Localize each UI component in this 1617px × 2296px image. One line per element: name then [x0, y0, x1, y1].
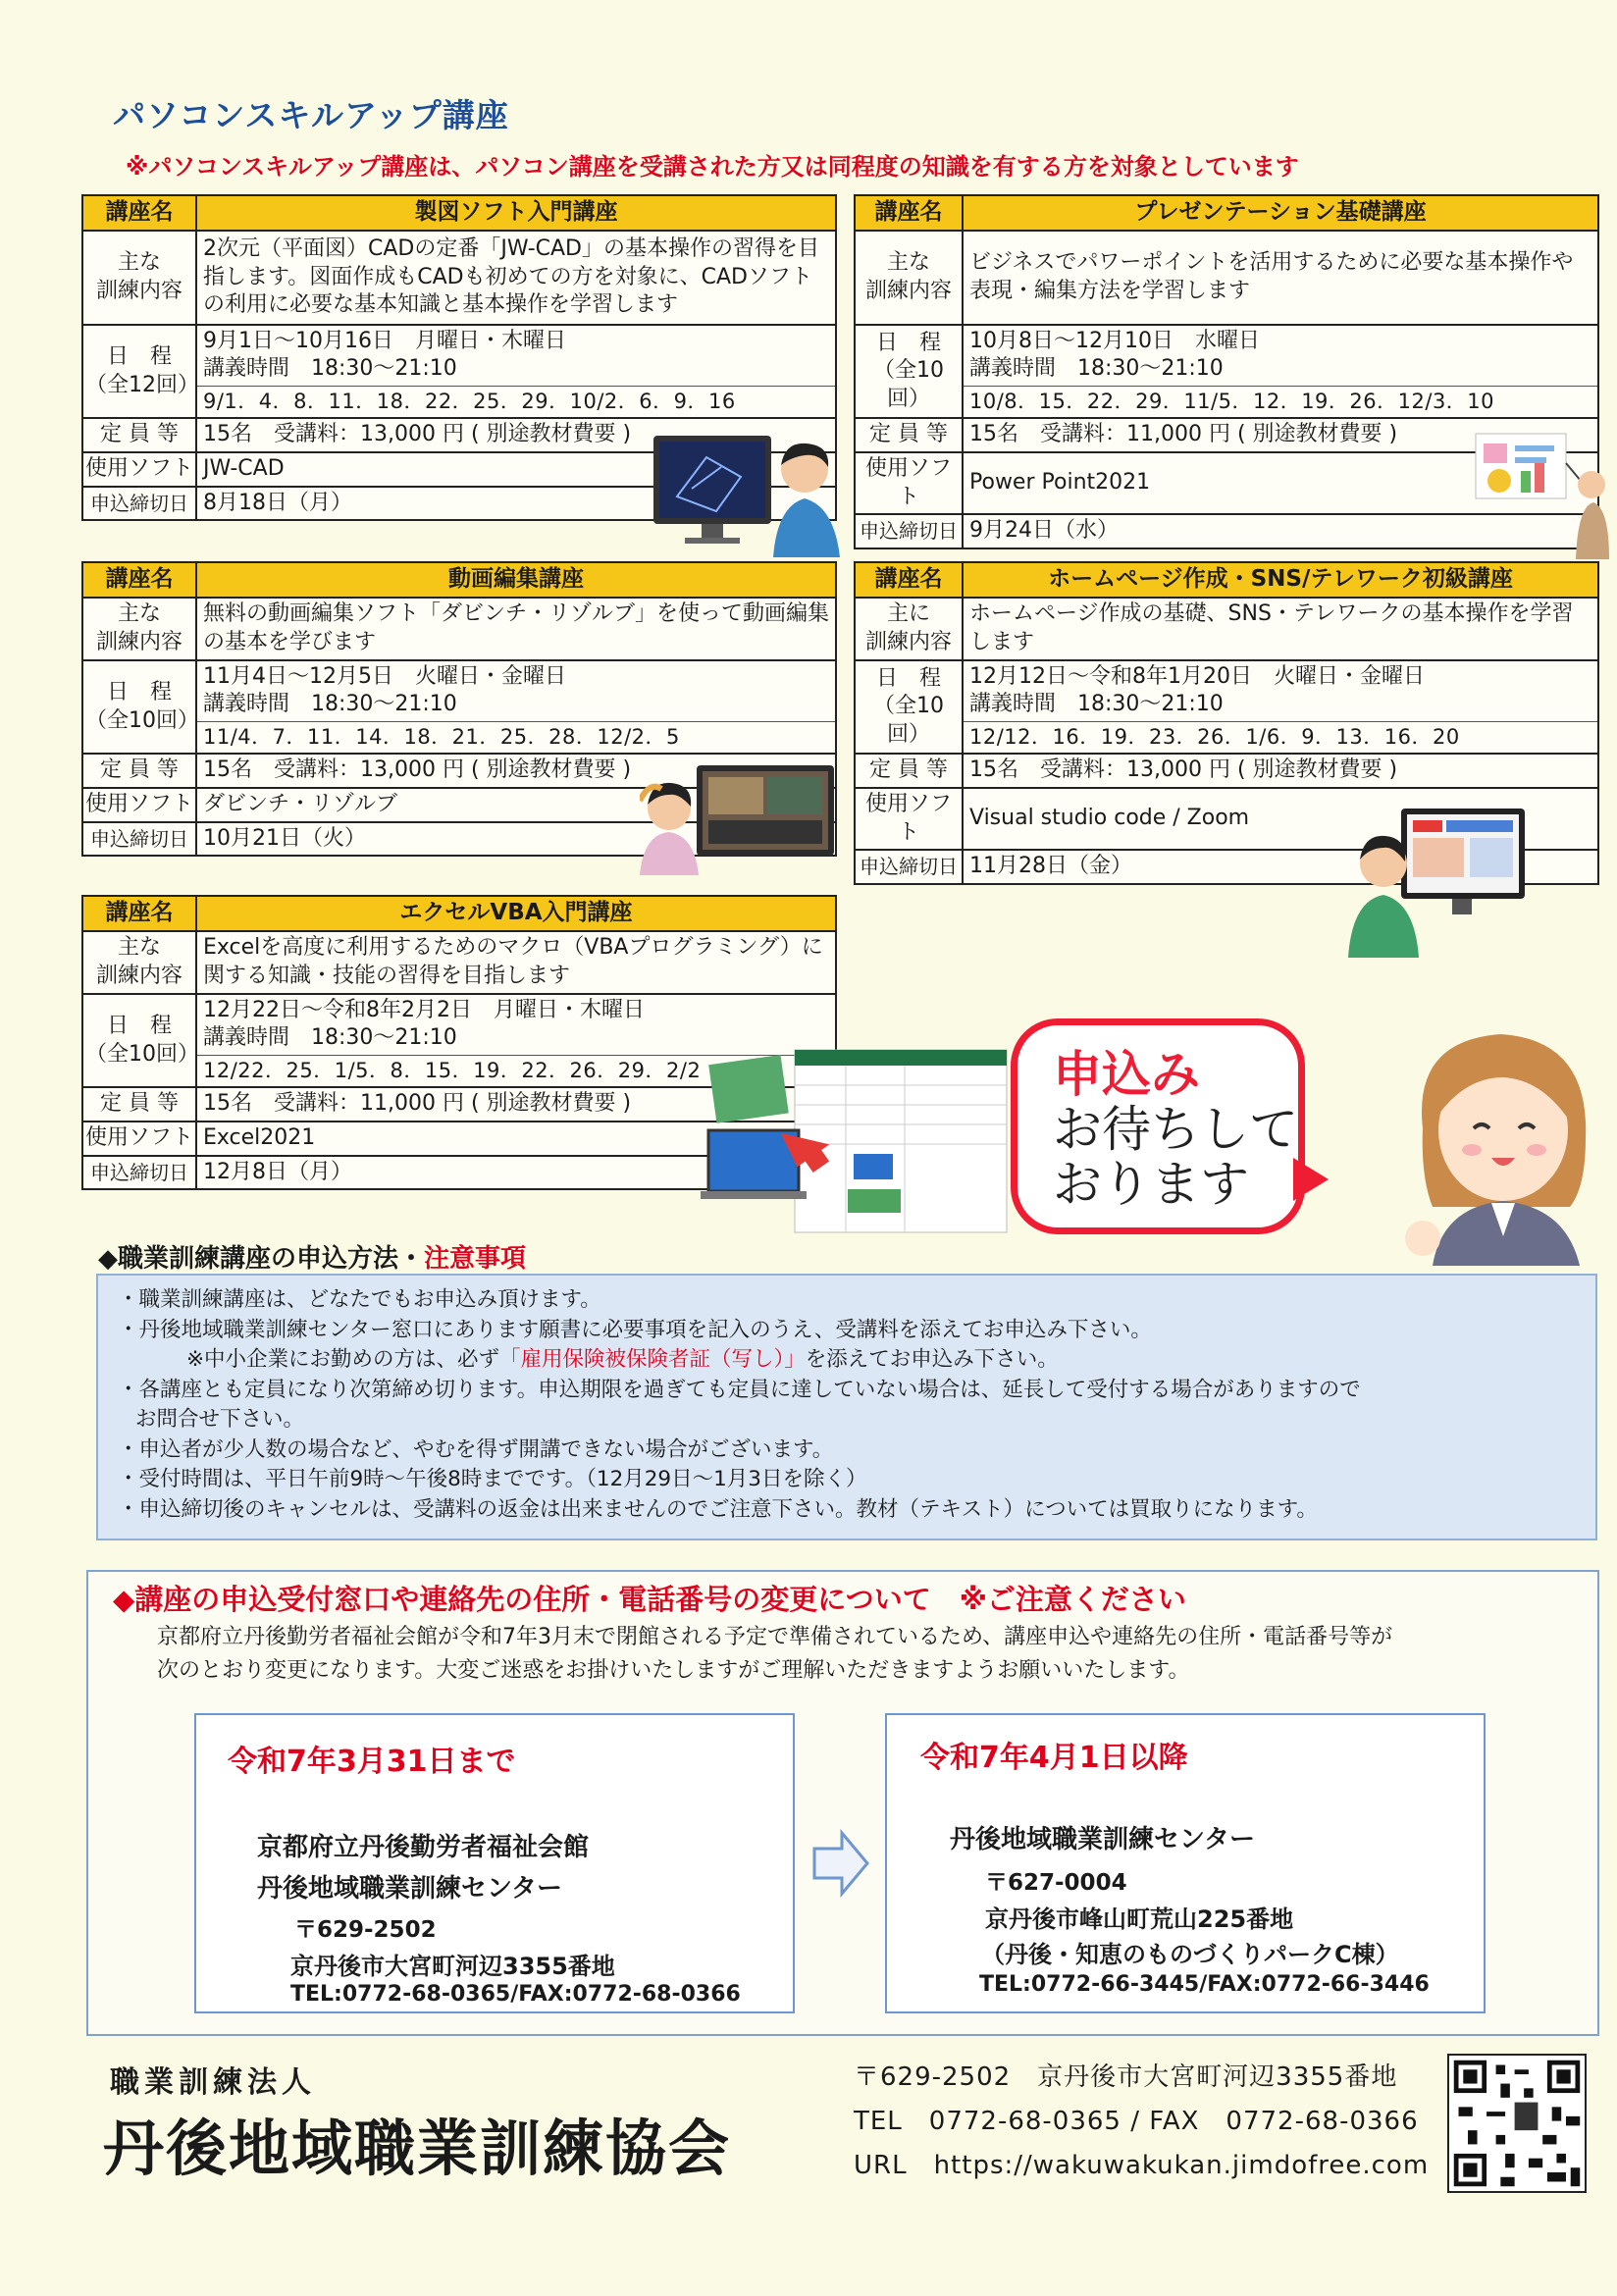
- label-capacity: 定 員 等: [855, 754, 963, 788]
- speech-bubble-tail: [1293, 1158, 1329, 1201]
- bubble-line-1: 申込み: [1053, 1046, 1200, 1103]
- label-schedule: 日 程 （全10回）: [82, 994, 196, 1087]
- label-software: 使用ソフト: [82, 788, 196, 822]
- course-capacity: 15名 受講料：13,000 円 ( 別途教材費要 ): [963, 754, 1598, 788]
- course-software: JW-CAD: [196, 452, 836, 487]
- label-deadline: 申込締切日: [855, 514, 963, 548]
- before-line-5: TEL:0772-68-0365/FAX:0772-68-0366: [290, 1982, 741, 2007]
- label-schedule: 日 程 （全10回）: [855, 660, 963, 754]
- schedule-dates: 10/8．15．22．29．11/5．12．19．26．12/3．10: [964, 386, 1597, 415]
- video-editing-illustration: [640, 761, 846, 875]
- page-title: パソコンスキルアップ講座: [113, 96, 509, 134]
- label-content: 主な 訓練内容: [82, 931, 196, 994]
- note-7: ・申込締切後のキャンセルは、受講料の返金は出来ませんのでご注意下さい。教材（テキスト）については買取りになります。: [118, 1496, 1318, 1522]
- schedule-time: 講義時間 18:30～21:10: [969, 692, 1224, 717]
- label-schedule: 日 程 （全12回）: [82, 325, 196, 418]
- after-line-5: TEL:0772-66-3445/FAX:0772-66-3446: [979, 1972, 1430, 1997]
- address-after-box: [885, 1713, 1486, 2013]
- label-course-name: 講座名: [82, 195, 196, 231]
- label-course-name: 講座名: [855, 562, 963, 598]
- bubble-line-2: お待ちして: [1053, 1101, 1298, 1158]
- course-deadline: 11月28日（金）: [963, 850, 1598, 884]
- change-body: [157, 1621, 1570, 1688]
- org-type: 職業訓練法人: [110, 2065, 316, 2100]
- note-3a: ※中小企業にお勤めの方は、必ず: [186, 1347, 500, 1372]
- bubble-line-3: おります: [1053, 1156, 1249, 1213]
- schedule-dates: 12/12．16．19．23．26．1/6．9．13．16．20: [964, 721, 1597, 751]
- address-before-box: [194, 1713, 795, 2013]
- before-line-4: 京丹後市大宮町河辺3355番地: [290, 1953, 615, 1980]
- course-schedule: [963, 660, 1598, 754]
- apply-heading-text: ◆職業訓練講座の申込方法・: [98, 1244, 424, 1274]
- label-deadline: 申込締切日: [82, 822, 196, 857]
- note-3c: を添えてお申込み下さい。: [805, 1347, 1059, 1372]
- contact-url[interactable]: URL https://wakuwakukan.jimdofree.com: [854, 2151, 1430, 2180]
- before-line-1: 京都府立丹後勤労者福祉会館: [257, 1833, 590, 1862]
- label-course-name: 講座名: [82, 562, 196, 598]
- course-software: Excel2021: [196, 1122, 836, 1156]
- course-software: Visual studio code / Zoom: [963, 788, 1598, 850]
- course-name: エクセルVBA入門講座: [196, 896, 836, 931]
- course-content: ホームページ作成の基礎、SNS・テレワークの基本操作を学習します: [963, 598, 1598, 660]
- label-content: 主な 訓練内容: [82, 598, 196, 660]
- change-body-2: 次のとおり変更になります。大変ご迷惑をお掛けいたしますがご理解いただきますようお願いいたします。: [157, 1658, 1190, 1683]
- label-schedule: 日 程 （全10回）: [855, 325, 963, 418]
- label-deadline: 申込締切日: [855, 850, 963, 884]
- course-deadline: 12月8日（月）: [196, 1156, 836, 1190]
- label-capacity: 定 員 等: [82, 754, 196, 788]
- schedule-dates: 12/22．25．1/5．8．15．19．22．26．29．2/2: [197, 1055, 835, 1084]
- schedule-time: 講義時間 18:30～21:10: [203, 1025, 457, 1051]
- note-4: ・各講座とも定員になり次第締め切ります。申込期限を過ぎても定員に達していない場合は、延長して受付する場合がありますので: [118, 1377, 1361, 1402]
- label-software: 使用ソフト: [855, 788, 963, 850]
- course-content: 2次元（平面図）CADの定番「JW-CAD」の基本操作の習得を目指します。図面作成もCADも初めての方を対象に、CADソフトの利用に必要な基本知識と基本操作を学習します: [196, 231, 836, 325]
- speech-bubble: [1011, 1018, 1305, 1234]
- course-content: 無料の動画編集ソフト「ダビンチ・リゾルブ」を使って動画編集の基本を学びます: [196, 598, 836, 660]
- course-capacity: 15名 受講料：13,000 円 ( 別途教材費要 ): [196, 418, 836, 452]
- target-note: ※パソコンスキルアップ講座は、パソコン講座を受講された方又は同程度の知識を有する方を対象としています: [126, 153, 1299, 181]
- cad-user-illustration: [648, 428, 844, 557]
- notes-box: [96, 1274, 1597, 1540]
- contact-phone: TEL 0772-68-0365 / FAX 0772-68-0366: [854, 2107, 1419, 2136]
- label-deadline: 申込締切日: [82, 1156, 196, 1190]
- schedule-time: 講義時間 18:30～21:10: [969, 356, 1224, 382]
- course-schedule: [963, 325, 1598, 418]
- course-content: ビジネスでパワーポイントを活用するために必要な基本操作や表現・編集方法を学習します: [963, 231, 1598, 325]
- label-schedule: 日 程 （全10回）: [82, 660, 196, 754]
- apply-heading-red: 注意事項: [424, 1244, 527, 1274]
- before-line-3: 〒629-2502: [294, 1917, 437, 1943]
- after-line-1: 丹後地域職業訓練センター: [950, 1825, 1255, 1854]
- change-heading: ◆講座の申込受付窓口や連絡先の住所・電話番号の変更について ※ご注意ください: [113, 1583, 1186, 1616]
- contact-address: 〒629-2502 京丹後市大宮町河辺3355番地: [854, 2062, 1398, 2092]
- note-1: ・職業訓練講座は、どなたでもお申込み頂けます。: [118, 1287, 601, 1312]
- course-capacity: 15名 受講料：11,000 円 ( 別途教材費要 ): [196, 1087, 836, 1122]
- after-date: 令和7年4月1日以降: [920, 1741, 1188, 1775]
- schedule-period: 10月8日～12月10日 水曜日: [969, 328, 1260, 353]
- course-software: Power Point2021: [963, 452, 1598, 514]
- change-body-1: 京都府立丹後勤労者福祉会館が令和7年3月末で閉館される予定で準備されているため、講座申込や連絡先の住所・電話番号等が: [157, 1625, 1393, 1649]
- note-3b: 「雇用保険被保険者証（写し）」: [499, 1347, 806, 1372]
- label-content: 主に 訓練内容: [855, 598, 963, 660]
- after-line-3: 京丹後市峰山町荒山225番地: [985, 1905, 1294, 1933]
- presentation-illustration: [1472, 424, 1609, 559]
- course-schedule: [196, 660, 836, 754]
- note-6: ・受付時間は、平日午前9時～午後8時までです。（12月29日～1月3日を除く）: [118, 1467, 867, 1491]
- homepage-sns-illustration: [1344, 801, 1531, 958]
- schedule-time: 講義時間 18:30～21:10: [203, 356, 457, 382]
- course-deadline: 9月24日（水）: [963, 514, 1598, 548]
- course-deadline: 10月21日（火）: [196, 822, 836, 857]
- apply-heading: [98, 1238, 526, 1275]
- contact-info: [854, 2056, 1429, 2188]
- label-software: 使用ソフト: [855, 452, 963, 514]
- note-3: [118, 1345, 1595, 1376]
- qr-code-icon[interactable]: [1447, 2054, 1587, 2193]
- schedule-period: 12月22日～令和8年2月2日 月曜日・木曜日: [203, 997, 645, 1022]
- before-date: 令和7年3月31日まで: [228, 1745, 516, 1779]
- schedule-time: 講義時間 18:30～21:10: [203, 692, 457, 717]
- note-5: ・申込者が少人数の場合など、やむを得ず開講できない場合がございます。: [118, 1436, 834, 1462]
- label-deadline: 申込締切日: [82, 487, 196, 521]
- label-course-name: 講座名: [855, 195, 963, 231]
- label-software: 使用ソフト: [82, 452, 196, 487]
- course-software: ダビンチ・リゾルブ: [196, 788, 836, 822]
- course-name: 製図ソフト入門講座: [196, 195, 836, 231]
- schedule-period: 12月12日～令和8年1月20日 火曜日・金曜日: [969, 663, 1425, 689]
- note-4b: お問合せ下さい。: [135, 1407, 305, 1432]
- course-name: プレゼンテーション基礎講座: [963, 195, 1598, 231]
- after-line-2: 〒627-0004: [985, 1870, 1127, 1896]
- label-capacity: 定 員 等: [82, 1087, 196, 1122]
- course-content: Excelを高度に利用するためのマクロ（VBAプログラミング）に関する知識・技能の習得を目指します: [196, 931, 836, 994]
- arrow-right-icon: [810, 1829, 871, 1898]
- course-deadline: 8月18日（月）: [196, 487, 836, 521]
- schedule-period: 11月4日～12月5日 火曜日・金曜日: [203, 663, 566, 689]
- course-capacity: 15名 受講料：11,000 円 ( 別途教材費要 ): [963, 418, 1598, 452]
- label-capacity: 定 員 等: [855, 418, 963, 452]
- after-line-4: （丹後・知恵のものづくりパークC棟）: [981, 1941, 1399, 1968]
- schedule-dates: 11/4．7．11．14．18．21．25．28．12/2．5: [197, 721, 835, 751]
- receptionist-illustration: [1393, 1020, 1611, 1266]
- label-content: 主な 訓練内容: [855, 231, 963, 325]
- schedule-period: 9月1日～10月16日 月曜日・木曜日: [203, 328, 566, 353]
- label-capacity: 定 員 等: [82, 418, 196, 452]
- course-schedule: [196, 325, 836, 418]
- course-capacity: 15名 受講料：13,000 円 ( 別途教材費要 ): [196, 754, 836, 788]
- org-name: 丹後地域職業訓練協会: [103, 2113, 732, 2184]
- note-2: ・丹後地域職業訓練センター窓口にあります願書に必要事項を記入のうえ、受講料を添えてお申込み下さい。: [118, 1317, 1152, 1342]
- course-name: 動画編集講座: [196, 562, 836, 598]
- label-course-name: 講座名: [82, 896, 196, 931]
- label-content: 主な 訓練内容: [82, 231, 196, 325]
- schedule-dates: 9/1．4．8．11．18．22．25．29．10/2．6．9．16: [197, 386, 835, 415]
- course-name: ホームページ作成・SNS/テレワーク初級講座: [963, 562, 1598, 598]
- label-software: 使用ソフト: [82, 1122, 196, 1156]
- before-line-2: 丹後地域職業訓練センター: [257, 1874, 562, 1904]
- excel-vba-illustration: [699, 1042, 1009, 1234]
